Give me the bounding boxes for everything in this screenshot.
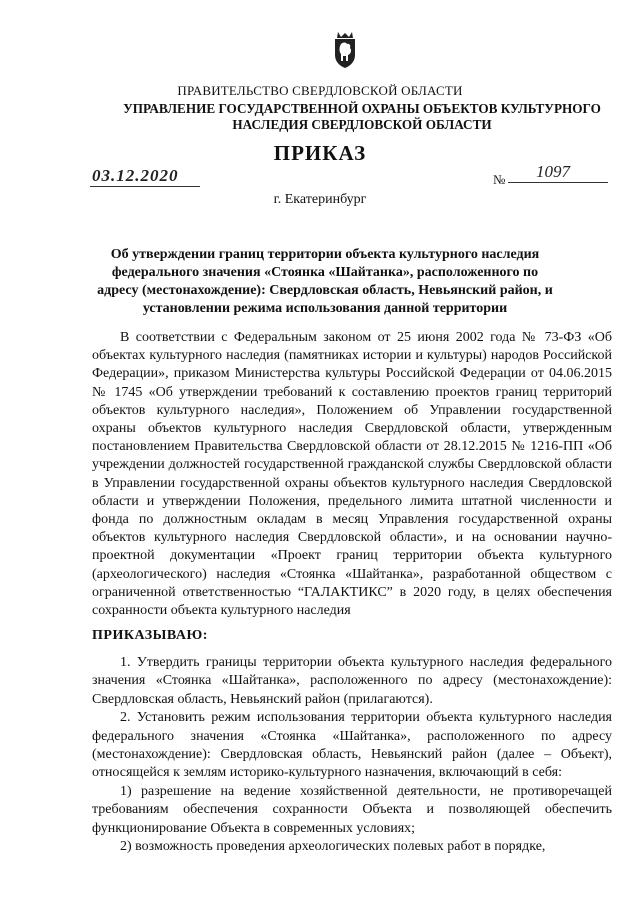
order-number-label: № (493, 172, 506, 187)
government-name: ПРАВИТЕЛЬСТВО СВЕРДЛОВСКОЙ ОБЛАСТИ (177, 83, 463, 98)
order-date: 03.12.2020 (90, 166, 200, 187)
order-word: ПРИКАЗЫВАЮ: (92, 628, 208, 643)
coat-of-arms-icon (330, 28, 360, 70)
order-item: 2) возможность проведения археологических полевых работ в порядке, (120, 839, 546, 855)
city: г. Екатеринбург (273, 192, 367, 207)
order-item: 1) разрешение на ведение хозяйственной деятельности, не противоречащей требованиям обеспечения сохранности Объекта и позволяющей обеспечить функционирование Объекта в современных условиях; (92, 783, 612, 836)
document-type: ПРИКАЗ (273, 141, 367, 165)
order-number: 1097 (508, 162, 608, 183)
order-item: 1. Утвердить границы территории объекта культурного наследия федерального значения «Стоянка «Шайтанка», расположенного по адресу (местонахождение): Свердловская область, Невьянский район (прилагаются). (92, 655, 612, 707)
preamble (92, 329, 612, 620)
order-item: 2. Установить режим использования территории объекта культурного наследия федерального значения «Стоянка «Шайтанка», расположенного по адресу (местонахождение): Свердловская область, Невьянский район (далее – Объект), относящейся к землям историко-культурного назначения, включающий в себя: (92, 710, 612, 781)
order-title: Об утверждении границ территории объекта культурного наследия федерального значения «Стоянка «Шайтанка», расположенного по адресу (местонахождение): Свердловская область, Невьянский район, и установлении режима использования данной территории (97, 247, 553, 316)
department-name: УПРАВЛЕНИЕ ГОСУДАРСТВЕННОЙ ОХРАНЫ ОБЪЕКТОВ КУЛЬТУРНОГО НАСЛЕДИЯ СВЕРДЛОВСКОЙ ОБЛАСТИ (123, 101, 601, 132)
preamble-paragraph: В соответствии с Федеральным законом от 25 июня 2002 года № 73-ФЗ «Об объектах культурного наследия (памятниках истории и культуры) народов Российской Федерации», приказом Министерства культуры Российской Федерации от 04.06.2015 № 1745 «Об утверждении требований к составлению проектов границ территорий объектов культурного наследия», Положением об Управлении государственной охраны объектов культурного наследия Свердловской области, утвержденным постановлением Правительства Свердловской области от 28.12.2015 № 1216-ПП «Об учреждении должностей государственной гражданской службы Свердловской области в Управлении государственной охраны объектов культурного наследия Свердловской области и утверждении Положения, предельного лимита штатной численности и фонда по должностным окладам в месяц Управления государственной охраны объектов культурного наследия Свердловской области», и на основании научно-проектной документации «Проект границ территории объекта культурного (археологического) наследия «Стоянка «Шайтанка», разработанной обществом с ограниченной ответственностью “ГАЛАКТИКС” в 2020 году, в целях обеспечения сохранности объекта культурного наследия (92, 330, 612, 619)
order-items (92, 654, 612, 856)
